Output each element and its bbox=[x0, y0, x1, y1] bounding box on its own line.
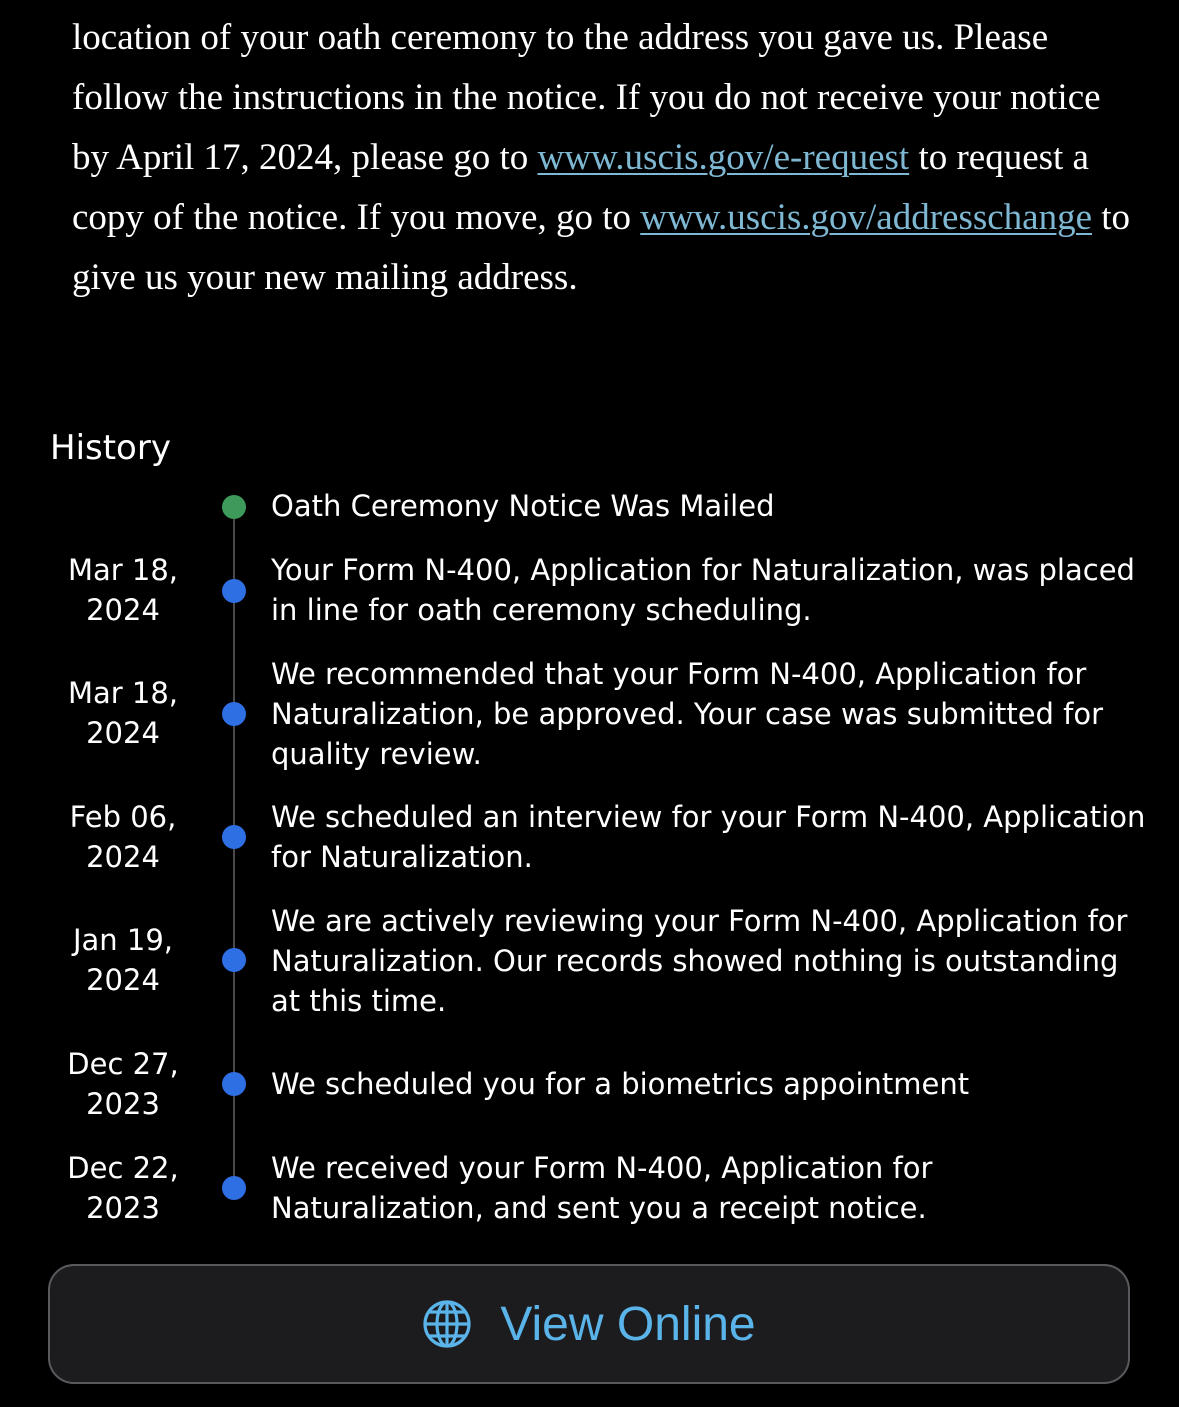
notice-text-3: to give us your new mailing address. bbox=[72, 197, 1131, 298]
view-online-button[interactable] bbox=[48, 1264, 1130, 1384]
event-date: Mar 18, 2024 bbox=[67, 553, 179, 627]
event-dot bbox=[222, 1176, 246, 1200]
event-dot bbox=[222, 702, 246, 726]
address-change-link[interactable]: www.uscis.gov/addresschange bbox=[640, 197, 1093, 238]
event-date: Feb 06, 2024 bbox=[69, 800, 177, 874]
event-text: We scheduled you for a biometrics appointment bbox=[271, 1067, 970, 1101]
history-title: History bbox=[50, 428, 171, 468]
event-dot bbox=[222, 579, 246, 603]
event-text: Oath Ceremony Notice Was Mailed bbox=[271, 489, 775, 523]
event-text: We scheduled an interview for your Form N-400, Application for Naturalization. bbox=[271, 800, 1146, 874]
event-date: Dec 27, 2023 bbox=[67, 1047, 179, 1121]
notice-paragraph bbox=[72, 8, 1132, 308]
event-dot bbox=[222, 1072, 246, 1096]
event-text: We recommended that your Form N-400, Application for Naturalization, be approved. Your case was submitted for quality review. bbox=[271, 657, 1104, 771]
event-dot bbox=[222, 825, 246, 849]
view-online-label: View Online bbox=[500, 1297, 756, 1351]
event-text: We received your Form N-400, Application for Naturalization, and sent you a receipt notice. bbox=[271, 1151, 933, 1225]
event-date: Mar 18, 2024 bbox=[67, 676, 179, 750]
event-date: Dec 22, 2023 bbox=[67, 1151, 179, 1225]
notice-text-2: to request a copy of the notice. If you move, go to bbox=[72, 137, 1089, 238]
event-text: We are actively reviewing your Form N-400, Application for Naturalization. Our records showed nothing is outstanding at this time. bbox=[271, 904, 1128, 1018]
event-text: Your Form N-400, Application for Naturalization, was placed in line for oath ceremony scheduling. bbox=[271, 553, 1135, 627]
event-dot-current bbox=[222, 495, 246, 519]
notice-text-1: location of your oath ceremony to the address you gave us. Please follow the instructions in the notice. If you do not receive your notice by April 17, 2024, please go to bbox=[72, 17, 1101, 178]
globe-icon bbox=[422, 1299, 472, 1349]
e-request-link[interactable]: www.uscis.gov/e-request bbox=[537, 137, 910, 178]
event-date: Jan 19, 2024 bbox=[72, 923, 174, 997]
event-dot bbox=[222, 948, 246, 972]
